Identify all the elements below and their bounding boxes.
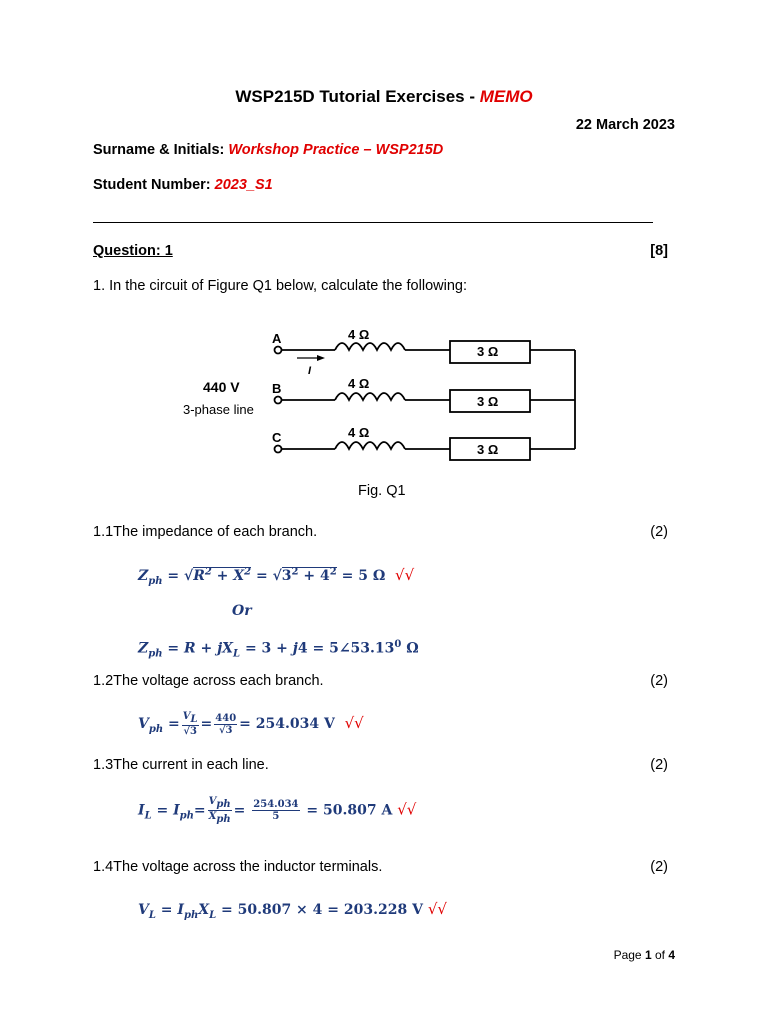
figure-caption: Fig. Q1 [358,483,406,499]
part-1-1-marks: (2) [650,524,668,540]
line-type-label: 3-phase line [183,402,254,417]
resistor-label-b: 3 Ω [477,394,499,409]
question-title: Question: 1 [93,243,173,259]
current-label: I [308,365,312,377]
surname-value: Workshop Practice – WSP215D [228,142,444,158]
question-intro: 1. In the circuit of Figure Q1 below, calculate the following: [93,278,467,294]
student-number-line [93,177,273,193]
page-of: of [651,948,669,962]
part-text: The current in each line. [113,757,269,773]
divider-line [93,222,653,223]
part-1-4-marks: (2) [650,859,668,875]
page-number [614,948,675,962]
answer-1-2-result: 254.034 V [255,716,335,732]
tick-mark: √√ [427,900,447,918]
inductor-label-a: 4 Ω [348,327,370,342]
title-main: WSP215D Tutorial Exercises - [235,87,480,106]
tick-mark: √√ [344,714,364,732]
terminal-c [275,446,282,453]
answer-1-3-result: 50.807 A [323,802,393,819]
node-label-b: B [272,381,282,396]
part-1-4 [93,859,382,875]
part-number: 1.4 [93,859,114,875]
supply-voltage-label: 440 V [203,379,240,395]
inductor-c [335,442,405,449]
student-number-label: Student Number: [93,177,215,193]
tick-mark: √√ [397,800,417,819]
document-title [0,87,768,107]
inductor-b [335,393,405,400]
terminal-a [275,347,282,354]
node-label-c: C [272,430,282,445]
part-text: The impedance of each branch. [113,524,318,540]
page-current: 1 [644,948,652,962]
answer-1-3-formula: $I_L = I_{ph}=$ $\frac{V_{ph}}{X_{ph}}$ = $\frac{254.034}{5}$ = 50.807 A √√ [138,796,417,825]
part-1-3 [93,757,269,773]
part-number: 1.1 [93,524,114,540]
node-label-a: A [272,331,282,346]
answer-1-2-formula: $V_{ph}$ = $\frac{V_L}{√3}$ = $\frac{440}{√3}$ = 254.034 V √√ [138,711,364,737]
title-memo: MEMO [479,87,533,106]
part-1-2-marks: (2) [650,673,668,689]
inductor-label-c: 4 Ω [348,425,370,440]
resistor-label-c: 3 Ω [477,442,499,457]
answer-1-4-result: 203.228 V [343,902,423,918]
surname-label: Surname & Initials: [93,142,229,158]
resistor-label-a: 3 Ω [477,344,499,359]
part-1-1 [93,524,317,540]
circuit-diagram [175,322,585,472]
answer-1-4-formula: $V_L = I_{ph}X_L = 50.807 \times 4 = 203.228$ V √√ [138,900,447,921]
part-number: 1.3 [93,757,114,773]
answer-1-1-formula: $Z_{ph} = √R^2 + X^2 = √3^2 + 4^2 = 5$ Ω √√ [138,566,415,587]
part-1-3-marks: (2) [650,757,668,773]
tick-mark: √√ [395,566,415,584]
surname-line [93,142,443,158]
student-number-value: 2023_S1 [214,177,273,193]
inductor-label-b: 4 Ω [348,376,370,391]
question-marks: [8] [650,243,668,259]
document-date: 22 March 2023 [575,117,675,133]
answer-1-1-alt: $Z_{ph} = R + jX_L = 3 + j4$ = $5\angle 53.13^0$ Ω [138,639,419,660]
part-text: The voltage across the inductor terminals. [113,859,383,875]
page-total: 4 [668,948,675,962]
inductor-a [335,343,405,350]
terminal-b [275,397,282,404]
part-text: The voltage across each branch. [113,673,324,689]
answer-1-1-result: 5 Ω [358,568,386,584]
part-1-2 [93,673,324,689]
part-number: 1.2 [93,673,114,689]
answer-1-1-or: Or [232,603,252,619]
page-label: Page [613,948,645,962]
answer-1-1-alt-value: 5∠53.13 [329,640,395,657]
